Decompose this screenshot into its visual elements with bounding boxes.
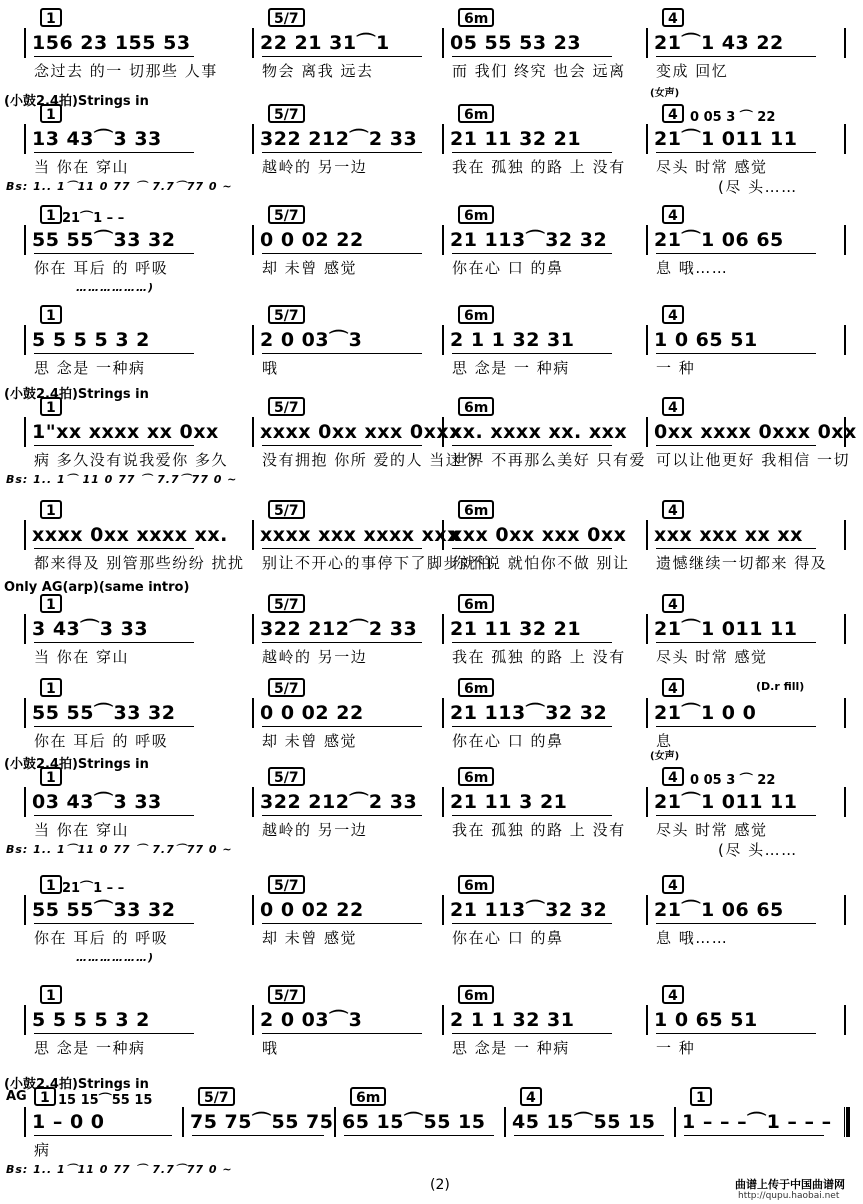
female-voice-notes: 0 05 3 ⌒ 22	[690, 110, 776, 125]
barline	[252, 28, 254, 58]
bass-line: ………………)	[76, 951, 155, 964]
lyric-line: 一 种	[656, 359, 696, 377]
beam-line	[262, 1033, 422, 1034]
beam-line	[452, 815, 612, 816]
chord-box: 6m	[350, 1087, 386, 1106]
chord-box: 4	[662, 875, 684, 894]
lyric-line: 息 哦……	[656, 259, 729, 277]
chord-box: 5/7	[268, 305, 305, 324]
beam-line	[34, 353, 194, 354]
note-group: 156 23 155 53	[32, 32, 191, 54]
barline	[844, 1005, 846, 1035]
barline	[252, 698, 254, 728]
note-group: 55 55⌒33 32	[32, 229, 176, 251]
barline	[252, 787, 254, 817]
barline	[252, 520, 254, 550]
lyric-line: 越岭的 另一边	[262, 648, 368, 666]
lyric-line: 别让不开心的事停下了脚步就怕	[262, 554, 494, 572]
barline	[24, 1005, 30, 1035]
note-group: 21 11 32 21	[450, 128, 582, 150]
note-group: 03 43⌒3 33	[32, 791, 162, 813]
note-group: xxxx xxx xxxx xxx	[260, 524, 460, 546]
beam-line	[656, 726, 816, 727]
note-group: 21⌒1 011 11	[654, 618, 798, 640]
barline	[646, 124, 648, 154]
chord-box: 6m	[458, 205, 494, 224]
lyric-line: 越岭的 另一边	[262, 821, 368, 839]
beam-line	[34, 548, 194, 549]
beam-line	[514, 1135, 664, 1136]
female-voice-label: (女声)	[650, 88, 680, 99]
barline	[646, 895, 648, 925]
note-group: 322 212⌒2 33	[260, 791, 418, 813]
lyric-line: 尽头 时常 感觉	[656, 821, 768, 839]
lyric-line: 思 念是 一种病	[34, 359, 146, 377]
beam-line	[262, 353, 422, 354]
barline	[646, 225, 648, 255]
lyric-line: 世界 不再那么美好 只有爱	[452, 451, 647, 469]
chord-box: 4	[662, 305, 684, 324]
lyric-continuation: (尽 头……	[718, 178, 798, 196]
beam-line	[262, 152, 422, 153]
lyric-line: 我在 孤独 的路 上 没有	[452, 648, 626, 666]
intro-notes: 21⌒1 – –	[62, 211, 125, 226]
barline	[442, 28, 444, 58]
lyric-continuation: (尽 头……	[718, 841, 798, 859]
barline	[24, 225, 26, 255]
chord-box: 5/7	[268, 767, 305, 786]
chord-box: 6m	[458, 875, 494, 894]
barline	[24, 698, 26, 728]
lyric-line: 病 多久没有说我爱你 多久	[34, 451, 229, 469]
chord-box: 6m	[458, 305, 494, 324]
score-system	[0, 875, 863, 985]
beam-line	[684, 1135, 824, 1136]
chord-box: 4	[662, 500, 684, 519]
chord-box: 6m	[458, 985, 494, 1004]
note-group: 21 11 3 21	[450, 791, 568, 813]
chord-box: 6m	[458, 594, 494, 613]
note-group: xxxx 0xx xxx 0xxx	[260, 421, 462, 443]
page-number: (2)	[430, 1177, 450, 1193]
lyric-line: 没有拥抱 你所 爱的人 当这个	[262, 451, 479, 469]
lyric-line: 你在心 口 的鼻	[452, 929, 564, 947]
note-group: 21⌒1 011 11	[654, 791, 798, 813]
chord-box: 1	[40, 594, 62, 613]
chord-box: 1	[34, 1087, 56, 1106]
chord-box: 1	[40, 397, 62, 416]
ag-label: AG	[6, 1089, 27, 1104]
beam-line	[34, 726, 194, 727]
barline	[844, 28, 846, 58]
lyric-line: 都来得及 别管那些纷纷 扰扰	[34, 554, 245, 572]
lyric-line: 你在心 口 的鼻	[452, 732, 564, 750]
note-group: xxxx 0xx xxxx xx.	[32, 524, 228, 546]
beam-line	[452, 56, 612, 57]
note-group: 2 0 03⌒3	[260, 1009, 363, 1031]
beam-line	[656, 353, 816, 354]
lyric-line: 你在 耳后 的 呼吸	[34, 259, 169, 277]
note-group: 21 113⌒32 32	[450, 229, 608, 251]
beam-line	[34, 253, 194, 254]
note-group: 0 0 02 22	[260, 229, 364, 251]
score-system	[0, 1075, 863, 1185]
barline	[252, 417, 254, 447]
note-group: 21 113⌒32 32	[450, 702, 608, 724]
beam-line	[656, 152, 816, 153]
barline	[442, 1005, 444, 1035]
barline	[844, 895, 846, 925]
lyric-line: 你不说 就怕你不做 别让	[452, 554, 630, 572]
bass-line: ………………)	[76, 281, 155, 294]
lyric-line: 你在心 口 的鼻	[452, 259, 564, 277]
note-group: 2 0 03⌒3	[260, 329, 363, 351]
chord-box: 4	[662, 767, 684, 786]
chord-box: 6m	[458, 767, 494, 786]
barline	[252, 124, 254, 154]
note-group: 0 0 02 22	[260, 899, 364, 921]
barline	[646, 1005, 648, 1035]
barline	[24, 787, 30, 817]
lyric-line: 病	[34, 1141, 51, 1159]
chord-box: 5/7	[268, 397, 305, 416]
barline	[252, 614, 254, 644]
note-group: xxx xxx xx xx	[654, 524, 803, 546]
female-voice-notes: 0 05 3 ⌒ 22	[690, 773, 776, 788]
chord-box: 1	[40, 8, 62, 27]
barline	[252, 225, 254, 255]
lyric-line: 你在 耳后 的 呼吸	[34, 929, 169, 947]
chord-box: 6m	[458, 104, 494, 123]
barline	[182, 1107, 184, 1137]
note-group: 3 43⌒3 33	[32, 618, 149, 640]
barline	[844, 787, 846, 817]
beam-line	[452, 726, 612, 727]
chord-box: 1	[40, 205, 62, 224]
lyric-line: 哦	[262, 1039, 279, 1057]
beam-line	[452, 445, 612, 446]
barline	[24, 520, 26, 550]
chord-box: 5/7	[268, 500, 305, 519]
beam-line	[262, 445, 422, 446]
lyric-line: 遗憾继续一切都来 得及	[656, 554, 828, 572]
barline	[844, 325, 846, 355]
note-group: 45 15⌒55 15	[512, 1111, 656, 1133]
beam-line	[656, 445, 816, 446]
chord-box: 1	[40, 767, 62, 786]
score-system	[0, 582, 863, 692]
beam-line	[262, 642, 422, 643]
note-group: xxx 0xx xxx 0xx	[450, 524, 627, 546]
barline	[844, 520, 846, 550]
barline	[24, 28, 26, 58]
beam-line	[452, 642, 612, 643]
note-group: xx. xxxx xx. xxx	[450, 421, 628, 443]
chord-box: 5/7	[268, 678, 305, 697]
chord-box: 5/7	[268, 594, 305, 613]
chord-box: 4	[662, 205, 684, 224]
note-group: 322 212⌒2 33	[260, 128, 418, 150]
final-barline	[844, 1107, 850, 1137]
chord-box: 4	[662, 8, 684, 27]
section-label: (小鼓2.4拍)Strings in	[4, 757, 149, 772]
barline	[674, 1107, 676, 1137]
lyric-line: 思 念是 一种病	[34, 1039, 146, 1057]
note-group: 1"xx xxxx xx 0xx	[32, 421, 219, 443]
bass-line: Bs: 1.. 1⌒11 0 77 ⌒ 7.7⌒77 0 ~	[6, 1163, 233, 1176]
lyric-line: 物会 离我 远去	[262, 62, 374, 80]
beam-line	[34, 815, 194, 816]
lyric-line: 当 你在 穿山	[34, 158, 130, 176]
beam-line	[34, 56, 194, 57]
barline	[442, 787, 444, 817]
note-group: 1 0 65 51	[654, 1009, 758, 1031]
lyric-line: 念过去 的一 切那些 人事	[34, 62, 218, 80]
lyric-line: 却 未曾 感觉	[262, 732, 358, 750]
score-system	[0, 88, 863, 202]
barline	[442, 698, 444, 728]
chord-box: 1	[690, 1087, 712, 1106]
lyric-line: 哦	[262, 359, 279, 377]
note-group: 21⌒1 011 11	[654, 128, 798, 150]
barline	[24, 1107, 30, 1137]
barline	[252, 325, 254, 355]
lyric-line: 当 你在 穿山	[34, 648, 130, 666]
barline	[24, 614, 30, 644]
chord-box: 4	[520, 1087, 542, 1106]
note-group: 2 1 1 32 31	[450, 1009, 575, 1031]
lyric-line: 可以让他更好 我相信 一切	[656, 451, 851, 469]
lyric-line: 却 未曾 感觉	[262, 929, 358, 947]
section-label: (小鼓2.4拍)Strings in	[4, 1077, 149, 1092]
note-group: 0 0 02 22	[260, 702, 364, 724]
lyric-line: 越岭的 另一边	[262, 158, 368, 176]
lyric-line: 而 我们 终究 也会 远离	[452, 62, 626, 80]
beam-line	[656, 1033, 816, 1034]
beam-line	[656, 548, 816, 549]
chord-box: 4	[662, 594, 684, 613]
barline	[646, 417, 648, 447]
beam-line	[262, 548, 422, 549]
chord-box: 1	[40, 104, 62, 123]
chord-box: 4	[662, 397, 684, 416]
watermark-text: 曲谱上传于中国曲谱网	[735, 1178, 845, 1191]
section-label: (小鼓2.4拍)Strings in	[4, 387, 149, 402]
chord-box: 4	[662, 678, 684, 697]
note-group: 21⌒1 06 65	[654, 229, 784, 251]
beam-line	[34, 152, 194, 153]
chord-box: 1	[40, 678, 62, 697]
beam-line	[452, 923, 612, 924]
barline	[24, 124, 30, 154]
beam-line	[34, 1033, 194, 1034]
chord-box: 5/7	[198, 1087, 235, 1106]
score-system	[0, 205, 863, 315]
chord-box: 1	[40, 875, 62, 894]
beam-line	[34, 445, 194, 446]
barline	[646, 614, 648, 644]
note-group: 05 55 53 23	[450, 32, 582, 54]
barline	[646, 28, 648, 58]
beam-line	[656, 56, 816, 57]
section-label: Only AG(arp)(same intro)	[4, 580, 190, 595]
lyric-line: 尽头 时常 感觉	[656, 648, 768, 666]
lyric-line: 却 未曾 感觉	[262, 259, 358, 277]
score-system	[0, 751, 863, 865]
beam-line	[262, 253, 422, 254]
beam-line	[262, 726, 422, 727]
barline	[442, 614, 444, 644]
note-group: 0xx xxxx 0xxx 0xx	[654, 421, 857, 443]
chord-box: 6m	[458, 397, 494, 416]
note-group: 5 5 5 5 3 2	[32, 1009, 150, 1031]
drum-fill-label: (D.r fill)	[756, 680, 805, 693]
note-group: 21⌒1 06 65	[654, 899, 784, 921]
note-group: 65 15⌒55 15	[342, 1111, 486, 1133]
barline	[646, 698, 648, 728]
beam-line	[34, 1135, 172, 1136]
watermark-url: http://qupu.haobai.net	[738, 1191, 840, 1201]
lyric-line: 思 念是 一 种病	[452, 359, 570, 377]
barline	[442, 225, 444, 255]
barline	[844, 124, 846, 154]
barline	[442, 325, 444, 355]
barline	[646, 520, 648, 550]
note-group: 21⌒1 0 0	[654, 702, 757, 724]
beam-line	[192, 1135, 324, 1136]
note-group: 55 55⌒33 32	[32, 899, 176, 921]
note-group: 1 – 0 0	[32, 1111, 105, 1133]
lyric-line: 当 你在 穿山	[34, 821, 130, 839]
ag-intro-notes: 15 15⌒55 15	[58, 1093, 153, 1108]
note-group: 21 11 32 21	[450, 618, 582, 640]
bass-line: Bs: 1.. 1⌒11 0 77 ⌒ 7.7⌒77 0 ~	[6, 180, 233, 193]
score-system	[0, 385, 863, 495]
chord-box: 5/7	[268, 104, 305, 123]
barline	[24, 417, 30, 447]
note-group: 55 55⌒33 32	[32, 702, 176, 724]
chord-box: 4	[662, 985, 684, 1004]
note-group: 13 43⌒3 33	[32, 128, 162, 150]
note-group: 21⌒1 43 22	[654, 32, 784, 54]
note-group: 21 113⌒32 32	[450, 899, 608, 921]
beam-line	[34, 923, 194, 924]
lyric-line: 你在 耳后 的 呼吸	[34, 732, 169, 750]
chord-box: 1	[40, 985, 62, 1004]
note-group: 75 75⌒55 75	[190, 1111, 334, 1133]
barline	[24, 895, 26, 925]
chord-box: 4	[662, 104, 684, 123]
beam-line	[452, 548, 612, 549]
chord-box: 5/7	[268, 985, 305, 1004]
chord-box: 6m	[458, 500, 494, 519]
barline	[252, 895, 254, 925]
chord-box: 5/7	[268, 8, 305, 27]
chord-box: 1	[40, 500, 62, 519]
intro-notes: 21⌒1 – –	[62, 881, 125, 896]
beam-line	[344, 1135, 494, 1136]
chord-box: 6m	[458, 8, 494, 27]
beam-line	[262, 815, 422, 816]
barline	[646, 787, 648, 817]
barline	[334, 1107, 336, 1137]
barline	[844, 698, 846, 728]
female-voice-label: (女声)	[650, 751, 680, 762]
lyric-line: 我在 孤独 的路 上 没有	[452, 821, 626, 839]
beam-line	[34, 642, 194, 643]
barline	[844, 614, 846, 644]
chord-box: 5/7	[268, 205, 305, 224]
lyric-line: 我在 孤独 的路 上 没有	[452, 158, 626, 176]
barline	[646, 325, 648, 355]
note-group: 5 5 5 5 3 2	[32, 329, 150, 351]
chord-box: 6m	[458, 678, 494, 697]
beam-line	[262, 56, 422, 57]
barline	[24, 325, 30, 355]
chord-box: 1	[40, 305, 62, 324]
note-group: 1 0 65 51	[654, 329, 758, 351]
beam-line	[452, 1033, 612, 1034]
barline	[442, 895, 444, 925]
lyric-line: 息 哦……	[656, 929, 729, 947]
section-label: (小鼓2.4拍)Strings in	[4, 94, 149, 109]
note-group: 1 – – –⌒1 – – –	[682, 1111, 832, 1133]
barline	[442, 124, 444, 154]
bass-line: Bs: 1.. 1⌒ 11 0 77 ⌒ 7.7⌒77 0 ~	[6, 473, 238, 486]
bass-line: Bs: 1.. 1⌒11 0 77 ⌒ 7.7⌒77 0 ~	[6, 843, 233, 856]
barline	[504, 1107, 506, 1137]
lyric-line: 思 念是 一 种病	[452, 1039, 570, 1057]
beam-line	[452, 152, 612, 153]
note-group: 2 1 1 32 31	[450, 329, 575, 351]
beam-line	[656, 923, 816, 924]
barline	[252, 1005, 254, 1035]
beam-line	[656, 642, 816, 643]
note-group: 322 212⌒2 33	[260, 618, 418, 640]
beam-line	[452, 353, 612, 354]
lyric-line: 一 种	[656, 1039, 696, 1057]
lyric-line: 尽头 时常 感觉	[656, 158, 768, 176]
beam-line	[262, 923, 422, 924]
beam-line	[656, 253, 816, 254]
note-group: 22 21 31⌒1	[260, 32, 390, 54]
lyric-line: 息	[656, 732, 673, 750]
beam-line	[656, 815, 816, 816]
lyric-line: 变成 回忆	[656, 62, 729, 80]
beam-line	[452, 253, 612, 254]
chord-box: 5/7	[268, 875, 305, 894]
barline	[844, 225, 846, 255]
